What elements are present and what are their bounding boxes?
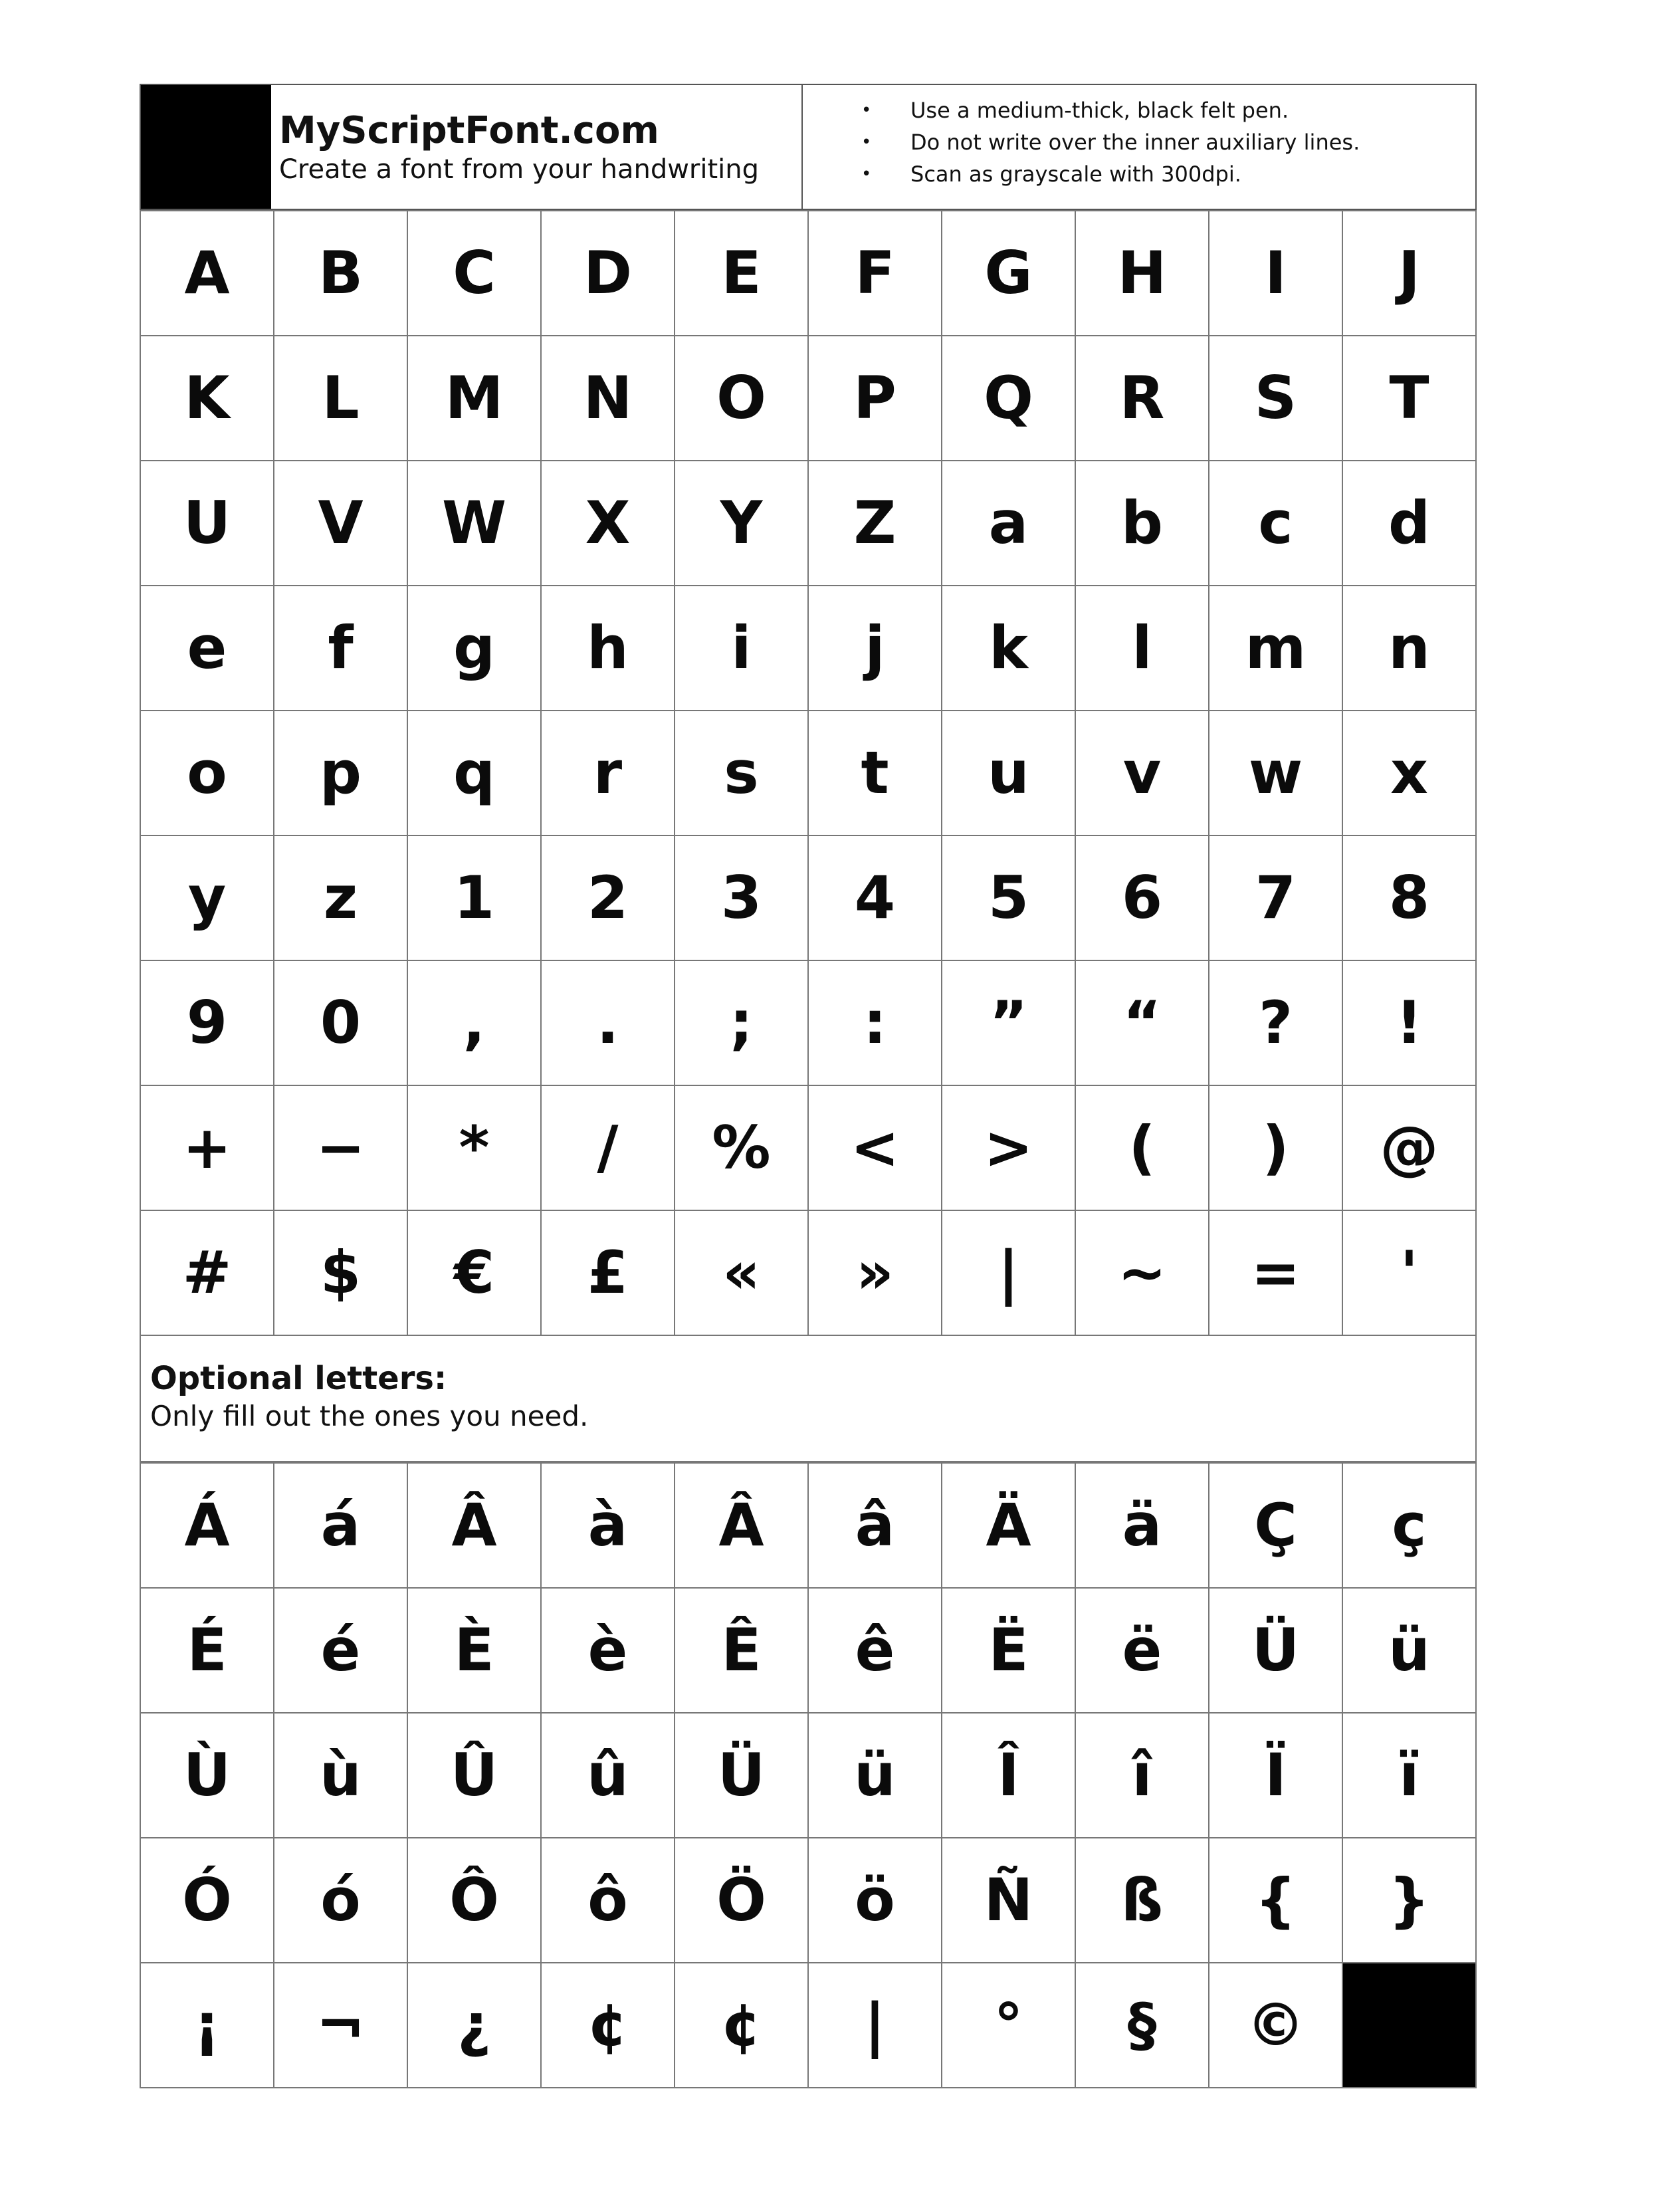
handwritten-glyph: ö: [855, 1866, 895, 1934]
glyph-cell: [141, 1963, 274, 2088]
handwritten-glyph: #: [182, 1238, 232, 1307]
glyph-cell: [542, 211, 675, 336]
glyph-cell: [141, 211, 274, 336]
glyph-cell: [542, 711, 675, 836]
handwritten-glyph: *: [459, 1113, 490, 1182]
handwritten-glyph: v: [1122, 738, 1162, 807]
handwritten-glyph: Y: [720, 489, 763, 557]
glyph-cell: [408, 1211, 542, 1336]
template-header: [140, 84, 1477, 210]
handwritten-glyph: ¢: [587, 1991, 629, 2059]
glyph-cell: [141, 586, 274, 711]
handwritten-glyph: }: [1388, 1866, 1430, 1934]
glyph-cell: [1343, 1211, 1477, 1336]
handwritten-glyph: O: [716, 364, 766, 432]
handwritten-glyph: ”: [989, 988, 1028, 1057]
glyph-cell: [274, 586, 408, 711]
handwritten-glyph: %: [712, 1113, 771, 1182]
glyph-cell: [542, 1589, 675, 1714]
handwritten-glyph: Ñ: [984, 1866, 1033, 1934]
handwritten-glyph: |: [998, 1238, 1019, 1307]
handwritten-glyph: Â: [718, 1491, 764, 1559]
handwritten-glyph: Ô: [449, 1866, 499, 1934]
glyph-cell: [1076, 586, 1209, 711]
glyph-cell: [1076, 1838, 1209, 1963]
handwritten-glyph: w: [1248, 738, 1303, 807]
handwritten-glyph: (: [1128, 1113, 1156, 1182]
glyph-cell: [141, 1086, 274, 1211]
glyph-cell: [542, 586, 675, 711]
glyph-cell: [542, 1086, 675, 1211]
glyph-cell: [942, 211, 1076, 336]
glyph-cell: [942, 961, 1076, 1086]
glyph-cell: [809, 1714, 942, 1838]
handwritten-glyph: <: [850, 1113, 900, 1182]
instruction-item: • Use a medium-thick, black felt pen.: [803, 94, 1475, 126]
handwritten-glyph: 7: [1255, 863, 1297, 932]
handwritten-glyph: ë: [1122, 1616, 1162, 1684]
handwritten-glyph: m: [1245, 613, 1307, 682]
instruction-item: • Do not write over the inner auxiliary lines.: [803, 126, 1475, 158]
instructions-list: [803, 85, 1475, 209]
glyph-cell: [141, 1589, 274, 1714]
glyph-cell: [542, 836, 675, 961]
handwritten-glyph: î: [1132, 1741, 1152, 1809]
handwritten-glyph: a: [988, 489, 1029, 557]
handwritten-glyph: Û: [450, 1741, 498, 1809]
handwritten-glyph: ;: [729, 988, 754, 1057]
glyph-cell: [1343, 1714, 1477, 1838]
handwritten-glyph: ä: [1122, 1491, 1162, 1559]
glyph-cell: [809, 1963, 942, 2088]
handwritten-glyph: 0: [320, 988, 362, 1057]
handwritten-glyph: B: [318, 239, 364, 307]
glyph-cell: [809, 461, 942, 586]
glyph-cell: [942, 1714, 1076, 1838]
handwritten-glyph: p: [320, 738, 362, 807]
glyph-cell: [141, 1714, 274, 1838]
glyph-cell: [274, 836, 408, 961]
glyph-cell: [1076, 711, 1209, 836]
handwritten-glyph: €: [453, 1238, 495, 1307]
handwritten-glyph: ¬: [316, 1991, 366, 2059]
template-sheet: [140, 84, 1477, 2088]
glyph-cell: [408, 961, 542, 1086]
glyph-cell: [141, 1211, 274, 1336]
glyph-cell: [1209, 961, 1343, 1086]
glyph-cell: [408, 1464, 542, 1589]
glyph-cell: [1343, 836, 1477, 961]
handwritten-glyph: Q: [984, 364, 1033, 432]
handwritten-glyph: Î: [998, 1741, 1019, 1809]
glyph-cell: [1343, 1464, 1477, 1589]
handwritten-glyph: $: [320, 1238, 362, 1307]
glyph-cell: [274, 211, 408, 336]
glyph-cell: [1076, 1086, 1209, 1211]
glyph-cell: [942, 336, 1076, 461]
handwritten-glyph: Ó: [182, 1866, 232, 1934]
handwritten-glyph: “: [1122, 988, 1162, 1057]
glyph-cell: [809, 1838, 942, 1963]
glyph-cell: [942, 1464, 1076, 1589]
glyph-cell: [942, 1963, 1076, 2088]
glyph-cell: [141, 461, 274, 586]
handwritten-glyph: c: [1258, 489, 1293, 557]
handwritten-glyph: é: [320, 1616, 361, 1684]
glyph-cell: [675, 461, 809, 586]
handwritten-glyph: n: [1388, 613, 1430, 682]
handwritten-glyph: E: [721, 239, 762, 307]
handwritten-glyph: N: [583, 364, 633, 432]
glyph-cell: [408, 586, 542, 711]
handwritten-glyph: ': [1400, 1238, 1418, 1307]
handwritten-glyph: q: [453, 738, 495, 807]
handwritten-glyph: :: [863, 988, 887, 1057]
glyph-cell: [809, 836, 942, 961]
brand-subtitle: Create a font from your handwriting: [279, 154, 760, 185]
handwritten-glyph: V: [318, 489, 364, 557]
handwritten-glyph: @: [1380, 1113, 1439, 1182]
handwritten-glyph: Ù: [183, 1741, 231, 1809]
handwritten-glyph: u: [988, 738, 1029, 807]
handwritten-glyph: |: [864, 1991, 886, 2059]
glyph-cell: [1209, 211, 1343, 336]
handwritten-glyph: 5: [988, 863, 1029, 932]
handwritten-glyph: o: [187, 738, 227, 807]
glyph-cell: [274, 1714, 408, 1838]
handwritten-glyph: Ü: [1251, 1616, 1300, 1684]
glyph-cell: [809, 1464, 942, 1589]
glyph-cell: [1076, 1211, 1209, 1336]
handwritten-glyph: t: [861, 738, 889, 807]
handwritten-glyph: C: [453, 239, 496, 307]
glyph-cell: [675, 1963, 809, 2088]
glyph-cell: [408, 1838, 542, 1963]
handwritten-glyph: P: [853, 364, 896, 432]
glyph-cell: [1209, 836, 1343, 961]
glyph-cell: [274, 1464, 408, 1589]
glyph-cell: [675, 1464, 809, 1589]
glyph-cell: [408, 1714, 542, 1838]
glyph-cell: [1209, 1963, 1343, 2088]
glyph-cell: [274, 1589, 408, 1714]
glyph-cell: [809, 961, 942, 1086]
handwritten-glyph: «: [722, 1238, 760, 1307]
handwritten-glyph: h: [587, 613, 629, 682]
glyph-cell: [1209, 586, 1343, 711]
glyph-cell: [1343, 1086, 1477, 1211]
handwritten-glyph: ¢: [720, 1991, 762, 2059]
handwritten-glyph: ó: [320, 1866, 361, 1934]
handwritten-glyph: ?: [1258, 988, 1293, 1057]
handwritten-glyph: Ê: [721, 1616, 762, 1684]
handwritten-glyph: U: [183, 489, 231, 557]
handwritten-glyph: ù: [320, 1741, 362, 1809]
handwritten-glyph: k: [989, 613, 1028, 682]
handwritten-glyph: F: [855, 239, 895, 307]
glyph-cell: [1076, 1963, 1209, 2088]
instruction-item: • Scan as grayscale with 300dpi.: [803, 158, 1475, 190]
handwritten-glyph: A: [184, 239, 230, 307]
glyph-cell: [942, 586, 1076, 711]
glyph-cell: [1076, 1464, 1209, 1589]
handwritten-glyph: è: [587, 1616, 628, 1684]
glyph-cell: [408, 461, 542, 586]
glyph-cell: [675, 336, 809, 461]
handwritten-glyph: T: [1389, 364, 1429, 432]
handwritten-glyph: ¡: [193, 1991, 221, 2059]
handwritten-glyph: 3: [720, 863, 762, 932]
glyph-cell: [675, 211, 809, 336]
glyph-cell: [542, 1838, 675, 1963]
glyph-cell: [809, 586, 942, 711]
glyph-cell: [809, 1211, 942, 1336]
glyph-cell: [1076, 461, 1209, 586]
handwritten-glyph: z: [323, 863, 358, 932]
optional-section-header: [140, 1336, 1477, 1462]
handwritten-glyph: j: [865, 613, 885, 682]
handwritten-glyph: !: [1396, 988, 1423, 1057]
glyph-cell: [675, 711, 809, 836]
glyph-cell: [809, 211, 942, 336]
registration-block: [141, 85, 271, 209]
handwritten-glyph: à: [587, 1491, 628, 1559]
handwritten-glyph: ü: [1388, 1616, 1430, 1684]
handwritten-glyph: .: [596, 988, 619, 1057]
blank-cell: [1343, 1963, 1477, 2088]
glyph-cell: [809, 1086, 942, 1211]
glyph-cell: [1343, 211, 1477, 336]
handwritten-glyph: 8: [1388, 863, 1430, 932]
glyph-cell: [942, 1589, 1076, 1714]
glyph-cell: [274, 711, 408, 836]
glyph-cell: [408, 1086, 542, 1211]
glyph-cell: [675, 1838, 809, 1963]
handwritten-glyph: Ü: [717, 1741, 766, 1809]
glyph-cell: [141, 711, 274, 836]
glyph-cell: [1076, 211, 1209, 336]
handwritten-glyph: 2: [587, 863, 629, 932]
handwritten-glyph: I: [1265, 239, 1287, 307]
handwritten-glyph: G: [984, 239, 1033, 307]
optional-subtitle: Only fill out the ones you need.: [150, 1399, 589, 1432]
handwritten-glyph: b: [1121, 489, 1163, 557]
glyph-cell: [408, 711, 542, 836]
handwritten-glyph: ß: [1120, 1866, 1164, 1934]
glyph-cell: [1076, 961, 1209, 1086]
glyph-cell: [1343, 461, 1477, 586]
handwritten-glyph: +: [182, 1113, 232, 1182]
handwritten-glyph: −: [316, 1113, 366, 1182]
handwritten-glyph: L: [322, 364, 360, 432]
handwritten-glyph: y: [187, 863, 227, 932]
glyph-cell: [542, 1211, 675, 1336]
handwritten-glyph: û: [587, 1741, 629, 1809]
handwritten-glyph: »: [856, 1238, 894, 1307]
glyph-cell: [675, 1211, 809, 1336]
handwritten-glyph: Ë: [988, 1616, 1029, 1684]
glyph-cell: [542, 1714, 675, 1838]
handwritten-glyph: l: [1132, 613, 1152, 682]
main-glyph-grid: [140, 210, 1477, 1336]
glyph-cell: [942, 1086, 1076, 1211]
glyph-cell: [408, 1963, 542, 2088]
handwritten-glyph: °: [994, 1991, 1023, 2059]
handwritten-glyph: H: [1117, 239, 1167, 307]
glyph-cell: [942, 1838, 1076, 1963]
handwritten-glyph: 4: [854, 863, 896, 932]
glyph-cell: [942, 711, 1076, 836]
glyph-cell: [408, 336, 542, 461]
handwritten-glyph: ¿: [457, 1991, 492, 2059]
handwritten-glyph: S: [1254, 364, 1297, 432]
glyph-cell: [141, 836, 274, 961]
handwritten-glyph: ): [1262, 1113, 1289, 1182]
glyph-cell: [1209, 1838, 1343, 1963]
glyph-cell: [542, 336, 675, 461]
handwritten-glyph: ,: [463, 988, 486, 1057]
handwritten-glyph: ü: [854, 1741, 896, 1809]
glyph-cell: [1076, 336, 1209, 461]
handwritten-glyph: /: [597, 1113, 619, 1182]
glyph-cell: [542, 1464, 675, 1589]
handwritten-glyph: M: [445, 364, 504, 432]
glyph-cell: [1343, 711, 1477, 836]
handwritten-glyph: {: [1255, 1866, 1297, 1934]
handwritten-glyph: Ï: [1265, 1741, 1287, 1809]
handwritten-glyph: Ö: [716, 1866, 766, 1934]
handwritten-glyph: 9: [186, 988, 228, 1057]
handwritten-glyph: 6: [1121, 863, 1163, 932]
handwritten-glyph: f: [328, 613, 354, 682]
glyph-cell: [1343, 1589, 1477, 1714]
handwritten-glyph: Á: [184, 1491, 230, 1559]
glyph-cell: [1209, 1714, 1343, 1838]
glyph-cell: [1209, 336, 1343, 461]
glyph-cell: [542, 461, 675, 586]
glyph-cell: [675, 1714, 809, 1838]
handwritten-glyph: 1: [453, 863, 495, 932]
glyph-cell: [1209, 461, 1343, 586]
glyph-cell: [274, 1963, 408, 2088]
handwritten-glyph: Ç: [1254, 1491, 1297, 1559]
handwritten-glyph: È: [454, 1616, 494, 1684]
handwritten-glyph: R: [1119, 364, 1165, 432]
handwritten-glyph: Z: [853, 489, 896, 557]
glyph-cell: [542, 961, 675, 1086]
optional-title: Optional letters:: [150, 1360, 447, 1397]
handwritten-glyph: Ä: [986, 1491, 1031, 1559]
handwritten-glyph: >: [984, 1113, 1033, 1182]
handwritten-glyph: J: [1398, 239, 1420, 307]
handwritten-glyph: x: [1390, 738, 1428, 807]
handwritten-glyph: X: [585, 489, 631, 557]
glyph-cell: [675, 1086, 809, 1211]
glyph-cell: [675, 836, 809, 961]
handwritten-glyph: W: [441, 489, 507, 557]
glyph-cell: [274, 461, 408, 586]
glyph-cell: [1209, 1464, 1343, 1589]
glyph-cell: [1209, 1086, 1343, 1211]
handwritten-glyph: £: [587, 1238, 629, 1307]
glyph-cell: [1209, 1589, 1343, 1714]
handwritten-glyph: ê: [855, 1616, 895, 1684]
glyph-cell: [141, 1838, 274, 1963]
glyph-cell: [274, 1838, 408, 1963]
glyph-cell: [274, 961, 408, 1086]
handwritten-glyph: §: [1127, 1991, 1157, 2059]
glyph-cell: [141, 336, 274, 461]
glyph-cell: [675, 961, 809, 1086]
brand-area: [271, 85, 803, 209]
glyph-cell: [1343, 336, 1477, 461]
handwritten-glyph: ©: [1246, 1991, 1305, 2059]
glyph-cell: [1076, 1589, 1209, 1714]
glyph-cell: [809, 336, 942, 461]
handwritten-glyph: =: [1251, 1238, 1301, 1307]
glyph-cell: [1343, 1838, 1477, 1963]
handwritten-glyph: ~: [1117, 1238, 1167, 1307]
handwritten-glyph: ï: [1399, 1741, 1419, 1809]
glyph-cell: [274, 1211, 408, 1336]
glyph-cell: [141, 961, 274, 1086]
handwritten-glyph: e: [187, 613, 227, 682]
glyph-cell: [675, 1589, 809, 1714]
glyph-cell: [542, 1963, 675, 2088]
glyph-cell: [1209, 1211, 1343, 1336]
glyph-cell: [1343, 961, 1477, 1086]
glyph-cell: [942, 1211, 1076, 1336]
handwritten-glyph: K: [184, 364, 230, 432]
handwritten-glyph: ô: [587, 1866, 628, 1934]
glyph-cell: [1343, 586, 1477, 711]
glyph-cell: [809, 1589, 942, 1714]
handwritten-glyph: ç: [1392, 1491, 1427, 1559]
handwritten-glyph: â: [855, 1491, 895, 1559]
glyph-cell: [1209, 711, 1343, 836]
optional-glyph-grid: [140, 1462, 1477, 2088]
handwritten-glyph: É: [187, 1616, 227, 1684]
glyph-cell: [942, 836, 1076, 961]
glyph-cell: [408, 211, 542, 336]
handwritten-glyph: s: [724, 738, 759, 807]
glyph-cell: [942, 461, 1076, 586]
handwritten-glyph: Â: [451, 1491, 497, 1559]
glyph-cell: [675, 586, 809, 711]
handwritten-glyph: d: [1388, 489, 1430, 557]
glyph-cell: [408, 1589, 542, 1714]
glyph-cell: [408, 836, 542, 961]
glyph-cell: [274, 336, 408, 461]
glyph-cell: [141, 1464, 274, 1589]
glyph-cell: [1076, 836, 1209, 961]
handwritten-glyph: i: [731, 613, 752, 682]
glyph-cell: [274, 1086, 408, 1211]
glyph-cell: [1076, 1714, 1209, 1838]
handwritten-glyph: D: [583, 239, 633, 307]
brand-title: MyScriptFont.com: [279, 109, 659, 152]
handwritten-glyph: á: [320, 1491, 361, 1559]
handwritten-glyph: r: [593, 738, 623, 807]
glyph-cell: [809, 711, 942, 836]
handwritten-glyph: g: [453, 613, 495, 682]
